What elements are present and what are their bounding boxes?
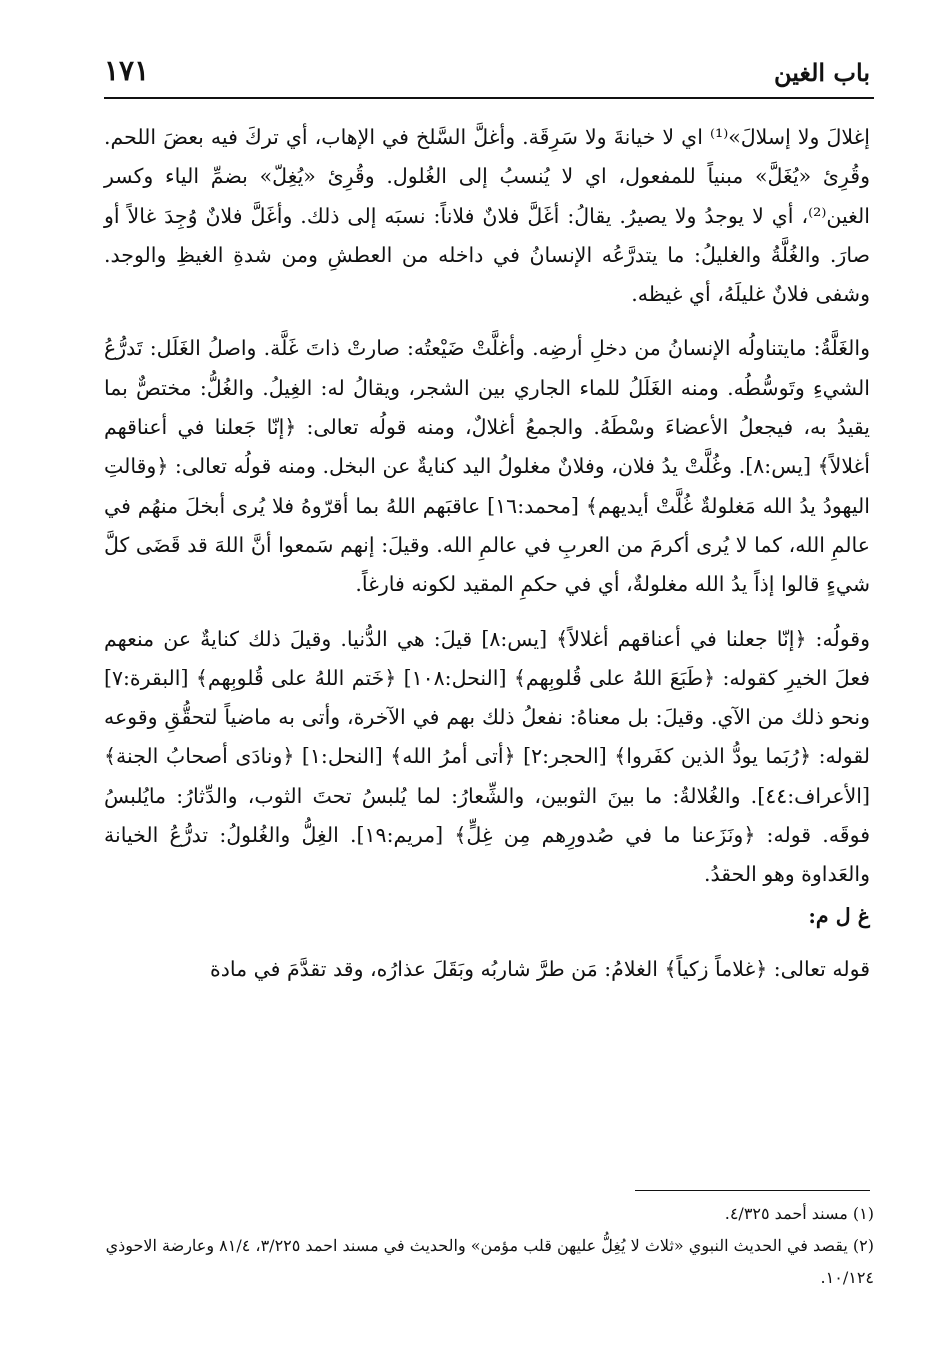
page-header [104,52,870,96]
footnote: (٢) يقصد في الحديث النبوي «ثلاث لا يُغِلُّ عليهن قلب مؤمن» والحديث في مسند احمد ٣/٢٢٥، ٨١/٤ وعارضة الاحوذي ١٠/١٢٤. [105,1236,874,1287]
paragraph: إغلالَ ولا إسلالَ»⁽¹⁾ اي لا خيانةَ ولا سَرِقَة. وأغلَّ السَّلخ في الإهاب، أي تركَ فيه بعضَ اللحم. وقُرِئ «يُغَلَّ» مبنياً للمفعول، اي لا يُنسبُ إلى الغُلول. وقُرِئ «يُغِلّ» بضمِّ الياء وكسر الغين⁽²⁾، أي لا يوجدُ ولا يصيرُ. يقالُ: أغَلَّ فلانٌ فلاناً: نسبَه إلى ذلك. وأغَلَّ فلانٌ وُجِدَ غالاً أو صارَ. والغُلَّةُ والغليلُ: ما يتدرَّعُه الإنسانُ في داخله من العطشِ ومن شدةِ الغيظِ والوجد. وشفى فلانٌ غليلَهُ، أي غيظه. [104,125,870,307]
section-heading: غ ل م: [808,903,870,928]
paragraph: قوله تعالى: ﴿غلاماً زكياً﴾ الغلامُ: مَن طرَّ شاربُه وبَقَلَ عذارُه، وقد تقدَّمَ في مادة [209,956,870,981]
chapter-title: باب الغين [773,58,870,87]
main-text [104,118,870,989]
paragraph: وقولُه: ﴿إنّا جعلنا في أعناقهم أغلالاً﴾ [يس:٨] قيلَ: هي الدُّنيا. وقيلَ ذلك كنايةٌ عن منعهم فعلَ الخيرِ كقوله: ﴿طَبَعَ اللهُ على قُلوبِهم﴾ [النحل:١٠٨] ﴿خَتم اللهُ على قُلوبِهم﴾ [البقرة:٧] ونحو ذلك من الآي. وقيلَ: بل معناهُ: نفعلُ ذلك بهم في الآخرة، وأتى به ماضياً لتحقُّقِ وقوعه لقوله: ﴿رُبَما يودُّ الذين كفَروا﴾ [الحجر:٢] ﴿أتى أمرُ الله﴾ [النحل:١] ﴿ونادَى أصحابُ الجنة﴾ [الأعراف:٤٤]. والغُلالةُ: ما بينَ الثوبين، والشِّعارُ: لما يُلبسُ تحتَ الثوب، والدِّثارُ: مايُلبسُ فوقَه. قوله: ﴿ونَزَعنا ما في صُدورِهم مِن غِلٍّ﴾ [مريم:١٩]. الغِلُّ والغُلولُ: تدرُّعُ الخيانة والعَداوة وهو الحقدُ. [104,626,871,887]
footnote: (١) مسند أحمد ٤/٣٢٥. [724,1204,874,1223]
header-rule [104,97,874,99]
footnotes [104,1198,874,1294]
paragraph: والغَلَّةُ: مايتناولُه الإنسانُ من دخلِ أرضِه. وأغلَّتْ ضَيْعتُه: صارتْ ذاتَ غَلَّة. واصلُ الغَلَل: تَدرُّعُ الشيءِ وتَوسُّطُه. ومنه الغَلَلُ للماء الجاري بين الشجر، ويقالُ له: الغِيلُ. والغُلُّ: مختصٌّ بما يقيدُ به، فيجعلُ الأعضاءَ وسْطَهُ. والجمعُ أغلالٌ، ومنه قولُه تعالى: ﴿إنّا جَعلنا في أعناقهم أغلالاً﴾ [يس:٨]. وغُلَّتْ يدُ فلان، وفلانٌ مغلولُ اليد كنايةٌ عن البخل. ومنه قولُه تعالى: ﴿وقالتِ اليهودُ يدُ الله مَغلولةٌ غُلَّتْ أيديهم﴾ [محمد:١٦] عاقبَهم اللهُ بما أقرّوهُ فلا يُرى أبخلَ منهُم في عالمِ الله، كما لا يُرى أكرمَ من العربِ في عالمِ الله. وقيلَ: إنهم سَمعوا أنَّ اللهَ قد قَضَى كلَّ شيءٍ قالوا إذاً يدُ الله مغلولةٌ، أي في حكمِ المقيد لكونه فارغاً. [104,336,870,597]
page-number: ١٧١ [104,54,150,87]
footnote-rule [635,1190,870,1191]
